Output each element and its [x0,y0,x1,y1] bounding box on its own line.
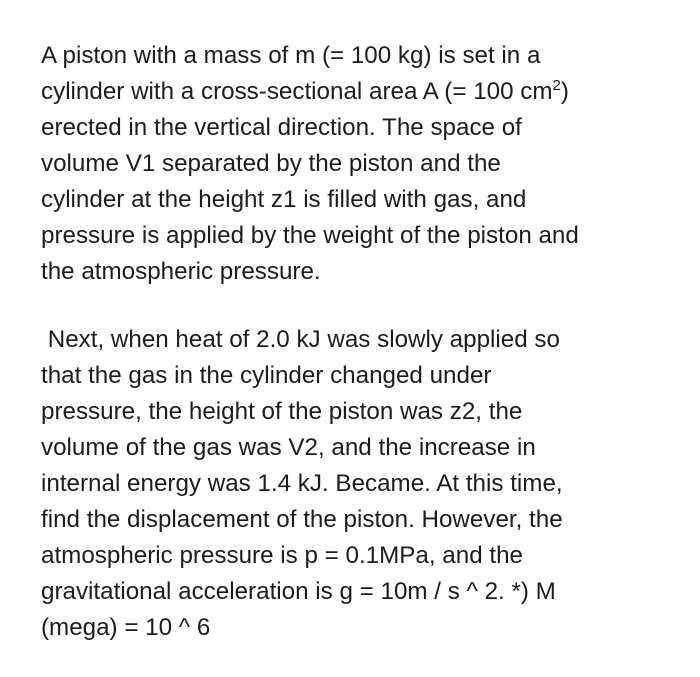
text-line: pressure, the height of the piston was z2, the [41,398,523,425]
paragraph-problem-setup [41,38,671,290]
text-line: cylinder at the height z1 is filled with gas, and [41,186,527,213]
text-line: (mega) = 10 ^ 6 [41,614,211,641]
text-fragment: cylinder with a cross-sectional area A (= 100 cm [41,78,553,105]
text-line: erected in the vertical direction. The space of [41,114,522,141]
text-line: find the displacement of the piston. However, the [41,506,563,533]
superscript-exponent: 2 [552,77,561,94]
text-line: A piston with a mass of m (= 100 kg) is set in a [41,42,541,69]
text-fragment: ) [560,78,569,105]
text-line: internal energy was 1.4 kJ. Became. At this time, [41,470,563,497]
text-line: pressure is applied by the weight of the piston and [41,222,579,249]
text-line: the atmospheric pressure. [41,258,321,285]
text-line: volume V1 separated by the piston and the [41,150,501,177]
text-line: gravitational acceleration is g = 10m / s ^ 2. *) M [41,578,556,605]
paragraph-problem-question [41,322,671,646]
text-line: atmospheric pressure is p = 0.1MPa, and the [41,542,523,569]
text-line [41,74,671,110]
text-line: Next, when heat of 2.0 kJ was slowly applied so [41,326,560,353]
text-line: that the gas in the cylinder changed under [41,362,492,389]
text-line: volume of the gas was V2, and the increase in [41,434,536,461]
